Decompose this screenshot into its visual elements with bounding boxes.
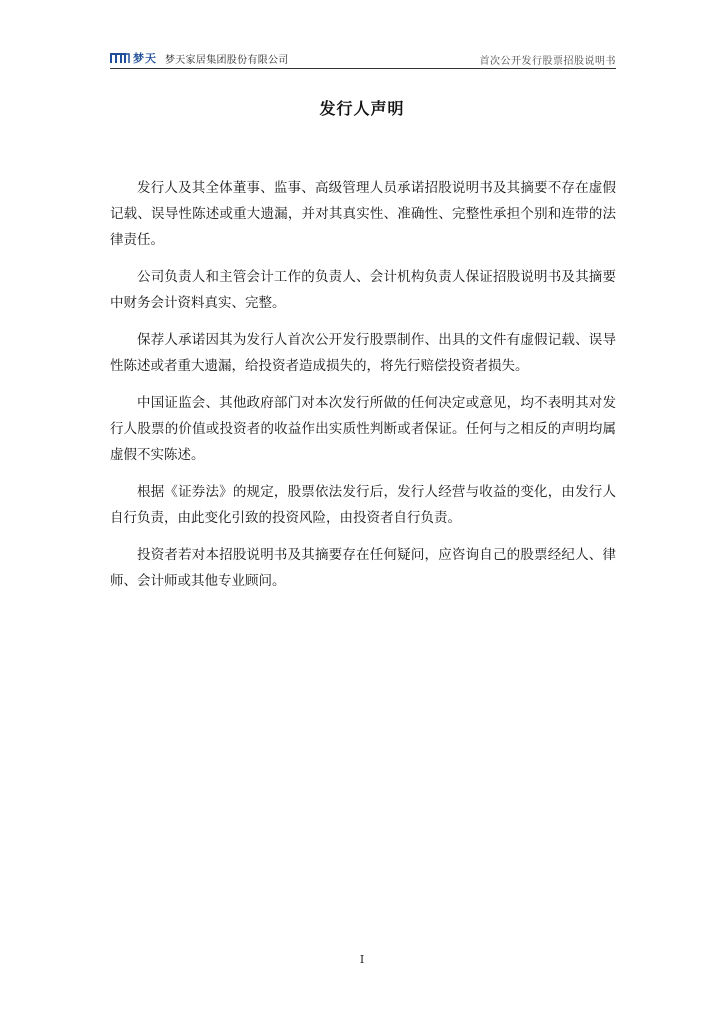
logo-text: 梦天 (133, 52, 157, 65)
paragraph: 中国证监会、其他政府部门对本次发行所做的任何决定或意见，均不表明其对发行人股票的价值或投资者的收益作出实质性判断或者保证。任何与之相反的声明均属虚假不实陈述。 (110, 395, 616, 463)
company-logo-icon (110, 52, 130, 64)
paragraph: 公司负责人和主管会计工作的负责人、会计机构负责人保证招股说明书及其摘要中财务会计资料真实、完整。 (110, 269, 616, 311)
page-number: I (359, 953, 365, 966)
paragraph: 根据《证券法》的规定，股票依法发行后，发行人经营与收益的变化，由发行人自行负责，由此变化引致的投资风险，由投资者自行负责。 (110, 484, 616, 526)
brand (110, 50, 289, 66)
company-name: 梦天家居集团股份有限公司 (165, 54, 289, 66)
paragraph: 发行人及其全体董事、监事、高级管理人员承诺招股说明书及其摘要不存在虚假记载、误导性陈述或重大遗漏，并对其真实性、准确性、完整性承担个别和连带的法律责任。 (110, 180, 616, 248)
page-header (110, 48, 616, 69)
paragraph: 投资者若对本招股说明书及其摘要存在任何疑问，应咨询自己的股票经纪人、律师、会计师或其他专业顾问。 (110, 547, 616, 589)
paragraph: 保荐人承诺因其为发行人首次公开发行股票制作、出具的文件有虚假记载、误导性陈述或者重大遗漏，给投资者造成损失的，将先行赔偿投资者损失。 (110, 332, 616, 374)
page-title: 发行人声明 (319, 99, 405, 118)
document-title: 首次公开发行股票招股说明书 (479, 56, 616, 67)
statement-body (110, 175, 616, 605)
